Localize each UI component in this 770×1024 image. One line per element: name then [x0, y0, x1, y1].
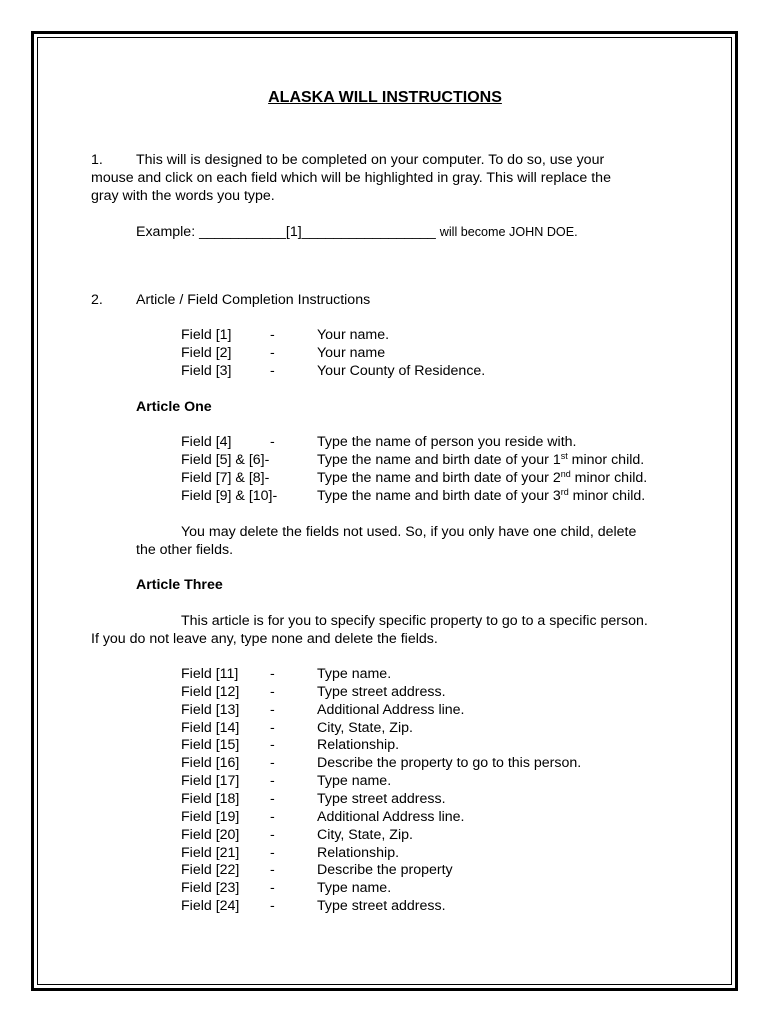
document-title: ALASKA WILL INSTRUCTIONS — [268, 89, 502, 106]
field-label: Field [3] — [181, 363, 232, 379]
field-row — [0, 362, 770, 380]
field-label: Field [2] — [181, 345, 232, 361]
field-dash: - — [270, 880, 275, 897]
field-dash: - — [270, 773, 275, 790]
field-row — [0, 719, 770, 737]
field-row — [0, 701, 770, 719]
field-description — [317, 451, 644, 469]
article-three-line-1: This article is for you to specify specific property to go to a specific person. — [181, 613, 648, 629]
field-row — [0, 754, 770, 772]
field-label: Field [20] — [181, 826, 240, 843]
example-label: Example: — [136, 224, 196, 240]
section-1-line-2: mouse and click on each field which will be highlighted in gray. This will replace the — [91, 170, 611, 186]
field-dash: - — [270, 434, 275, 450]
field-dash: - — [270, 826, 275, 843]
field-label: Field [14] — [181, 719, 240, 736]
field-label: Field [9] & [10]- — [181, 488, 278, 504]
field-label: Field [23] — [181, 880, 240, 897]
field-description: Describe the property to go to this person. — [317, 755, 582, 772]
field-description: Type street address. — [317, 790, 446, 807]
ordinal-suffix: rd — [560, 487, 569, 497]
field-description-tail: minor child. — [570, 470, 648, 486]
field-row — [0, 326, 770, 344]
field-row — [0, 433, 770, 451]
field-description: Type name. — [317, 666, 392, 682]
example-field: [1] — [285, 224, 302, 240]
field-description: Type street address. — [317, 683, 446, 700]
field-row — [0, 736, 770, 754]
field-label: Field [19] — [181, 808, 240, 825]
field-row — [0, 897, 770, 915]
field-row — [0, 451, 770, 469]
field-description: Type the name of person you reside with. — [317, 434, 577, 450]
field-row — [0, 826, 770, 844]
section-2-heading: Article / Field Completion Instructions — [136, 292, 371, 308]
field-row — [0, 683, 770, 701]
field-row — [0, 790, 770, 808]
delete-note-line-2: the other fields. — [136, 542, 234, 558]
field-label: Field [22] — [181, 862, 240, 879]
field-description-tail: minor child. — [567, 452, 645, 468]
field-dash: - — [270, 345, 275, 361]
field-row — [0, 487, 770, 505]
field-label: Field [13] — [181, 701, 240, 718]
field-row — [0, 861, 770, 879]
ordinal-suffix: st — [560, 451, 568, 461]
field-row — [0, 469, 770, 487]
field-dash: - — [270, 683, 275, 700]
field-description: Your County of Residence. — [317, 363, 486, 379]
field-dash: - — [270, 701, 275, 718]
field-label: Field [5] & [6]- — [181, 452, 270, 468]
field-label: Field [1] — [181, 327, 232, 343]
field-label: Field [12] — [181, 683, 240, 700]
field-row — [0, 844, 770, 862]
field-description: Your name — [317, 345, 386, 361]
field-label: Field [21] — [181, 844, 240, 861]
field-description: Type street address. — [317, 898, 446, 915]
field-row — [0, 879, 770, 897]
field-description: Type name. — [317, 773, 392, 790]
field-dash: - — [270, 363, 275, 379]
field-description: Relationship. — [317, 737, 400, 754]
example-result: will become JOHN DOE. — [439, 225, 578, 239]
section-2-number: 2. — [91, 292, 103, 308]
field-description: Relationship. — [317, 844, 400, 861]
field-label: Field [4] — [181, 434, 232, 450]
field-dash: - — [270, 327, 275, 343]
article-three-heading: Article Three — [136, 577, 223, 593]
example-blank-left: ___________ — [199, 224, 286, 240]
field-dash: - — [270, 844, 275, 861]
section-1-line-3: gray with the words you type. — [91, 188, 275, 204]
field-description: City, State, Zip. — [317, 719, 413, 736]
field-label: Field [16] — [181, 755, 240, 772]
field-description — [317, 469, 647, 487]
field-dash: - — [270, 862, 275, 879]
field-description: Describe the property — [317, 862, 453, 879]
article-one-heading: Article One — [136, 399, 212, 415]
field-dash: - — [270, 808, 275, 825]
field-dash: - — [270, 790, 275, 807]
field-label: Field [17] — [181, 773, 240, 790]
field-dash: - — [270, 898, 275, 915]
field-description-text: Type the name and birth date of your 3 — [317, 488, 561, 504]
field-description-text: Type the name and birth date of your 2 — [317, 470, 561, 486]
field-row — [0, 808, 770, 826]
example-line — [136, 223, 578, 241]
section-1-line-1: This will is designed to be completed on your computer. To do so, use your — [136, 152, 605, 168]
field-description: Additional Address line. — [317, 808, 465, 825]
field-description: Additional Address line. — [317, 701, 465, 718]
field-dash: - — [270, 666, 275, 682]
field-description-tail: minor child. — [568, 488, 646, 504]
field-dash: - — [270, 719, 275, 736]
field-row — [0, 772, 770, 790]
delete-note-line-1: You may delete the fields not used. So, if you only have one child, delete — [181, 524, 637, 540]
field-label: Field [7] & [8]- — [181, 470, 270, 486]
field-description-text: Type the name and birth date of your 1 — [317, 452, 561, 468]
field-dash: - — [270, 755, 275, 772]
field-label: Field [24] — [181, 898, 240, 915]
field-row — [0, 344, 770, 362]
field-label: Field [18] — [181, 790, 240, 807]
field-row — [0, 665, 770, 683]
section-1-number: 1. — [91, 152, 103, 168]
field-description: Your name. — [317, 327, 390, 343]
field-description: City, State, Zip. — [317, 826, 413, 843]
field-label: Field [15] — [181, 737, 240, 754]
field-description — [317, 487, 645, 505]
field-dash: - — [270, 737, 275, 754]
example-blank-right: _________________ — [301, 224, 436, 240]
article-three-line-2: If you do not leave any, type none and delete the fields. — [91, 631, 438, 647]
field-label: Field [11] — [181, 666, 239, 682]
field-description: Type name. — [317, 880, 392, 897]
ordinal-suffix: nd — [560, 469, 571, 479]
